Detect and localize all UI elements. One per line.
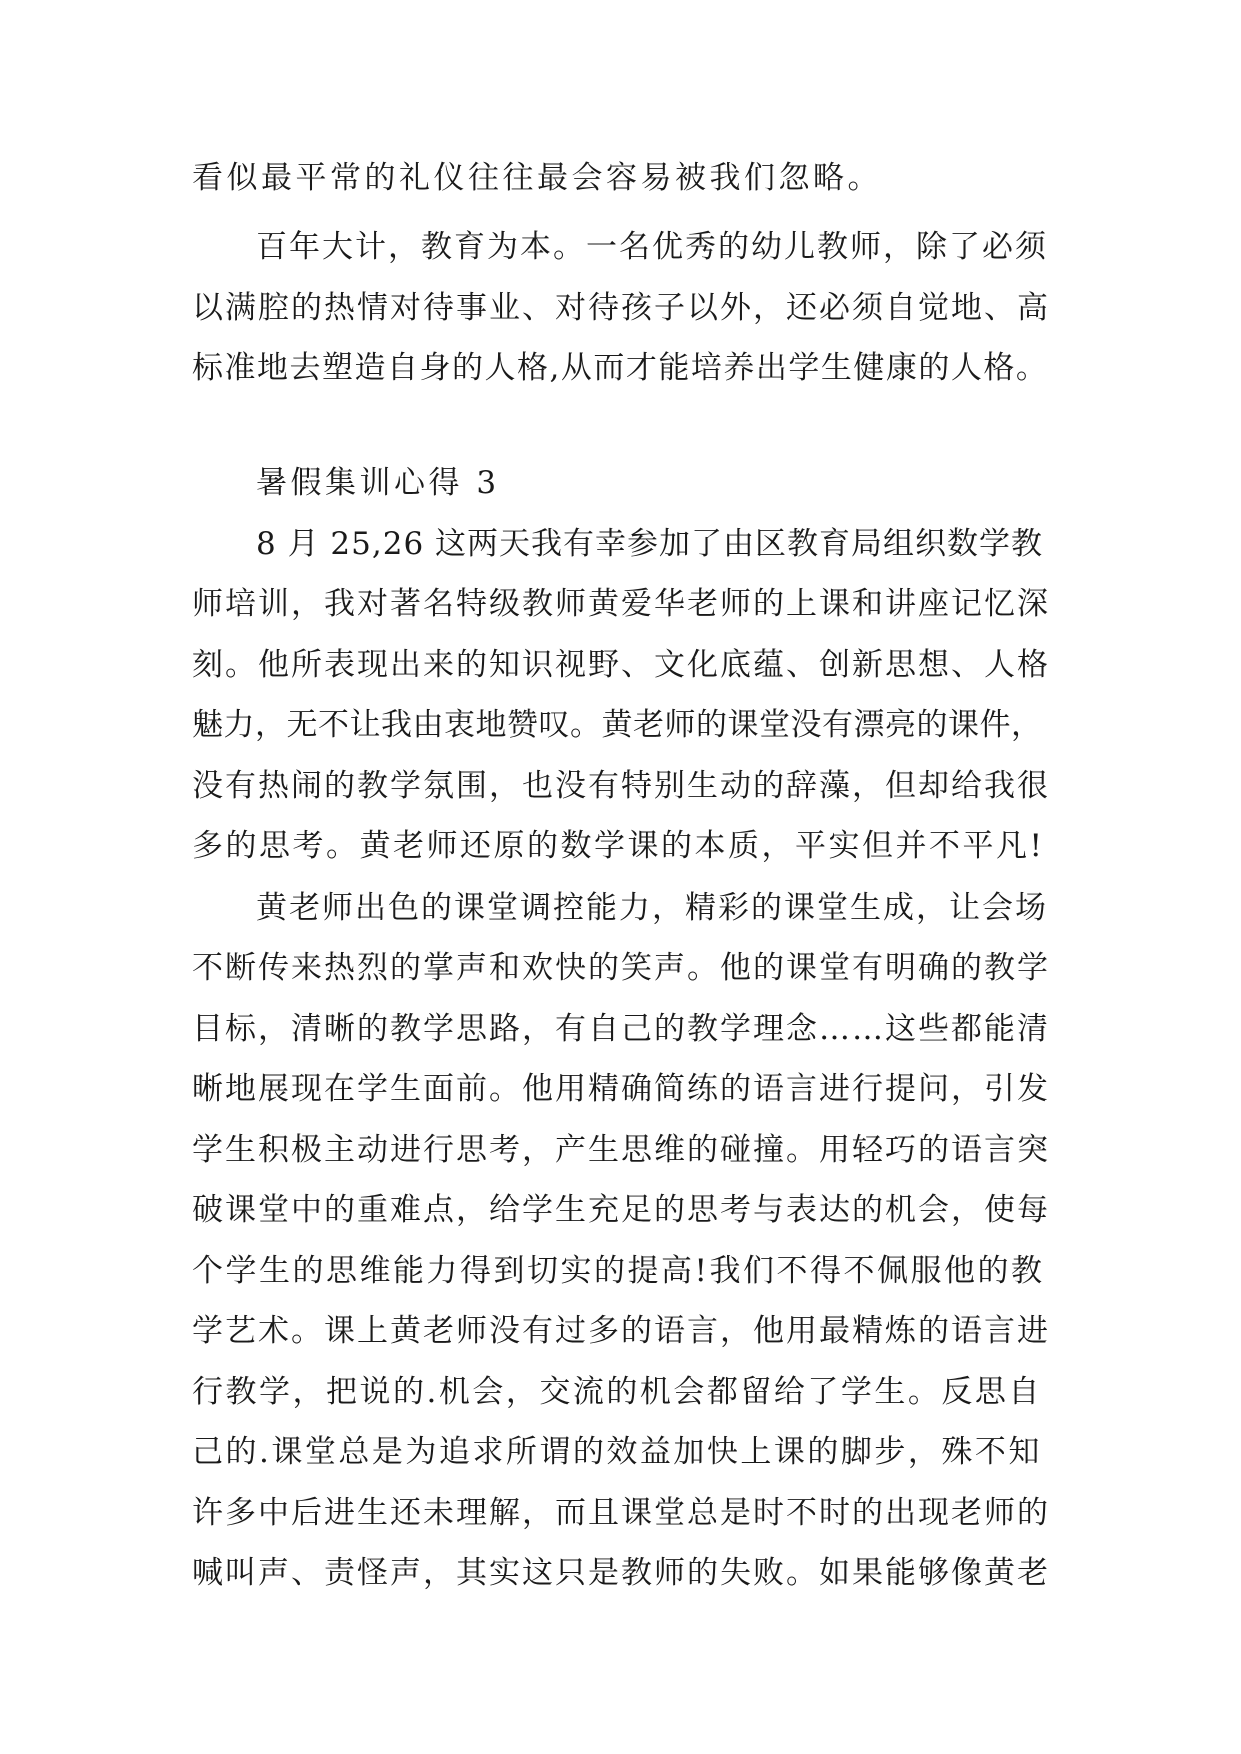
- text-line-1: 看似最平常的礼仪往往最会容易被我们忽略。: [192, 160, 882, 196]
- text-line-21: 己的.课堂总是为追求所谓的效益加快上课的脚步，殊不知: [192, 1434, 1042, 1470]
- text-line-7: 师培训，我对著名特级教师黄爱华老师的上课和讲座记忆深: [192, 586, 1050, 622]
- text-line-23: 喊叫声、责怪声，其实这只是教师的失败。如果能够像黄老: [192, 1555, 1050, 1591]
- text-line-8: 刻。他所表现出来的知识视野、文化底蕴、创新思想、人格: [192, 647, 1050, 683]
- text-line-17: 破课堂中的重难点，给学生充足的思考与表达的机会，使每: [192, 1192, 1050, 1228]
- section-heading: 暑假集训心得 3: [256, 465, 500, 501]
- text-line-20: 行教学，把说的.机会，交流的机会都留给了学生。反思自: [192, 1374, 1042, 1410]
- text-line-22: 许多中后进生还未理解，而且课堂总是时不时的出现老师的: [192, 1495, 1050, 1531]
- text-line-10: 没有热闹的教学氛围，也没有特别生动的辞藻，但却给我很: [192, 768, 1050, 804]
- text-line-14: 目标，清晰的教学思路，有自己的教学理念……这些都能清: [192, 1011, 1050, 1047]
- text-line-4: 标准地去塑造自身的人格,从而才能培养出学生健康的人格。: [192, 350, 1049, 386]
- text-line-9: 魅力，无不让我由衷地赞叹。黄老师的课堂没有漂亮的课件，: [192, 707, 1043, 743]
- text-line-16: 学生积极主动进行思考，产生思维的碰撞。用轻巧的语言突: [192, 1132, 1050, 1168]
- text-line-15: 晰地展现在学生面前。他用精确简练的语言进行提问，引发: [192, 1071, 1050, 1107]
- text-line-6: 8 月 25,26 这两天我有幸参加了由区教育局组织数学教: [256, 526, 1044, 562]
- text-line-19: 学艺术。课上黄老师没有过多的语言，他用最精炼的语言进: [192, 1313, 1050, 1349]
- text-line-2: 百年大计，教育为本。一名优秀的幼儿教师，除了必须: [256, 229, 1048, 265]
- text-line-11: 多的思考。黄老师还原的数学课的本质，平实但并不平凡!: [192, 828, 1045, 864]
- text-line-12: 黄老师出色的课堂调控能力，精彩的课堂生成，让会场: [256, 890, 1048, 926]
- text-line-3: 以满腔的热情对待事业、对待孩子以外，还必须自觉地、高: [192, 290, 1050, 326]
- text-line-18: 个学生的思维能力得到切实的提高!我们不得不佩服他的教: [192, 1253, 1045, 1289]
- text-line-13: 不断传来热烈的掌声和欢快的笑声。他的课堂有明确的教学: [192, 950, 1050, 986]
